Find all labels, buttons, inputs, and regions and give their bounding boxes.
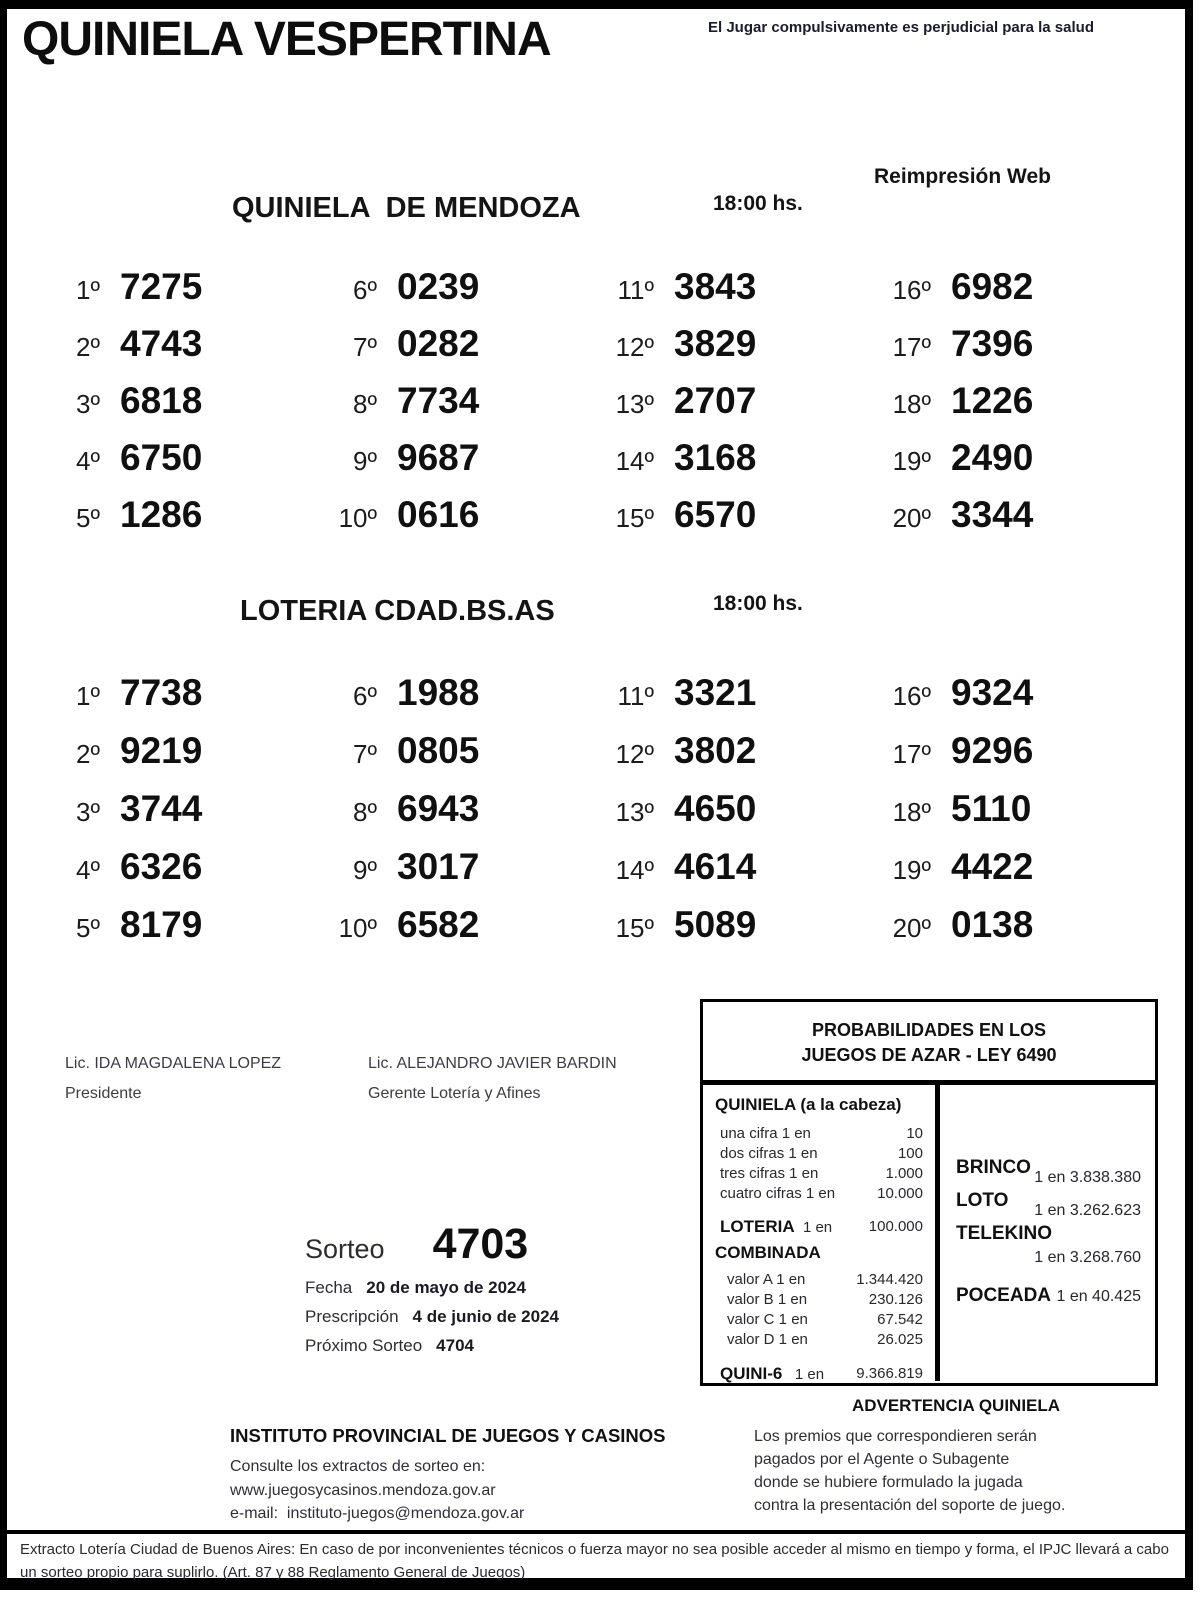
result-position: 19º <box>892 446 931 476</box>
result-item <box>30 904 307 962</box>
result-item <box>861 380 1138 437</box>
probabilities-title-line2: JUEGOS DE AZAR - LEY 6490 <box>801 1045 1057 1065</box>
result-number: 1286 <box>120 494 203 535</box>
health-warning-text: El Jugar compulsivamente es perjudicial para la salud <box>708 19 1094 36</box>
result-number: 6943 <box>397 788 480 829</box>
result-position: 17º <box>892 332 931 362</box>
odds-label: una cifra 1 en <box>720 1125 811 1142</box>
result-item <box>584 266 861 323</box>
footer-separator-line <box>7 1530 1185 1534</box>
result-item <box>307 846 584 904</box>
result-number: 7734 <box>397 380 480 421</box>
institute-consult-line: Consulte los extractos de sorteo en: <box>230 1458 486 1475</box>
result-number: 7738 <box>120 672 203 713</box>
institute-website: www.juegosycasinos.mendoza.gov.ar <box>230 1481 496 1499</box>
result-number: 3802 <box>674 730 757 771</box>
result-item <box>861 788 1138 846</box>
quini6-odds-mid: 1 en <box>794 1366 825 1383</box>
quiniela-odds-header: QUINIELA (a la cabeza) <box>715 1095 902 1114</box>
result-position: 11º <box>617 275 654 305</box>
result-item <box>861 730 1138 788</box>
advertencia-block <box>748 1396 1164 1517</box>
result-item <box>861 494 1138 551</box>
document-title: QUINIELA VESPERTINA <box>22 13 551 66</box>
result-position: 9º <box>353 446 377 476</box>
combinada-odds-header: COMBINADA <box>715 1243 821 1262</box>
result-item <box>30 730 307 788</box>
odds-label: cuatro cifras 1 en <box>720 1185 836 1202</box>
odds-label: tres cifras 1 en <box>720 1165 819 1182</box>
signatory-president <box>65 1055 281 1103</box>
result-item <box>861 437 1138 494</box>
sorteo-row <box>305 1220 685 1269</box>
result-number: 9219 <box>120 730 203 771</box>
institute-block <box>230 1425 710 1526</box>
result-position: 5º <box>76 913 100 943</box>
result-number: 5110 <box>951 788 1032 829</box>
result-number: 3829 <box>674 323 757 364</box>
probabilities-right-column <box>940 1085 1155 1381</box>
result-number: 4650 <box>674 788 757 829</box>
result-item <box>307 266 584 323</box>
result-item <box>861 672 1138 730</box>
odds-label: valor C 1 en <box>727 1311 808 1328</box>
result-item <box>307 437 584 494</box>
game-name: BRINCO <box>956 1157 1031 1178</box>
result-position: 15º <box>615 913 654 943</box>
signatory-manager <box>368 1055 617 1103</box>
result-position: 8º <box>353 389 377 419</box>
loteria-odds-row <box>715 1216 923 1239</box>
game-odds-row <box>956 1190 1141 1219</box>
frame-left-border <box>0 0 7 1590</box>
result-position: 16º <box>892 275 931 305</box>
game-odds-value: 1 en 3.262.623 <box>1034 1202 1141 1219</box>
result-number: 9687 <box>397 437 480 478</box>
draw-1-results-grid <box>30 266 1170 551</box>
result-number: 7396 <box>951 323 1034 364</box>
institute-email: e-mail: instituto-juegos@mendoza.gov.ar <box>230 1505 525 1522</box>
result-position: 20º <box>892 503 931 533</box>
result-position: 11º <box>617 681 654 711</box>
result-item <box>861 323 1138 380</box>
proximo-sorteo-value: 4704 <box>436 1336 474 1355</box>
result-number: 3344 <box>951 494 1034 535</box>
odds-value: 100 <box>897 1145 923 1162</box>
proximo-sorteo-row <box>305 1336 685 1356</box>
draw-info-block <box>305 1220 685 1356</box>
fecha-label: Fecha <box>305 1278 353 1297</box>
result-position: 4º <box>76 855 100 885</box>
probabilities-title <box>703 1002 1155 1085</box>
result-position: 18º <box>892 389 931 419</box>
odds-value: 230.126 <box>868 1291 923 1308</box>
result-number: 6570 <box>674 494 757 535</box>
game-odds-row <box>956 1157 1141 1186</box>
result-item <box>307 672 584 730</box>
result-position: 1º <box>76 275 100 305</box>
result-item <box>584 380 861 437</box>
quini6-odds-name: QUINI-6 <box>720 1364 783 1383</box>
draw-2-time: 18:00 hs. <box>713 592 803 615</box>
result-item <box>861 266 1138 323</box>
result-position: 16º <box>892 681 931 711</box>
result-item <box>307 730 584 788</box>
result-position: 9º <box>353 855 377 885</box>
result-position: 17º <box>892 739 931 769</box>
result-number: 6818 <box>120 380 203 421</box>
odds-value: 67.542 <box>877 1311 923 1328</box>
prescripcion-value: 4 de junio de 2024 <box>412 1307 559 1326</box>
advertencia-line: Los premios que correspondieren serán <box>754 1428 1037 1445</box>
result-position: 2º <box>76 332 100 362</box>
advertencia-lines <box>748 1425 1164 1517</box>
sorteo-number: 4703 <box>432 1220 529 1268</box>
result-position: 18º <box>892 797 931 827</box>
quini6-odds-row <box>715 1363 923 1386</box>
odds-label: valor D 1 en <box>727 1331 808 1348</box>
result-item <box>584 323 861 380</box>
loteria-odds-name: LOTERIA <box>720 1217 795 1236</box>
result-item <box>861 846 1138 904</box>
result-position: 10º <box>338 913 377 943</box>
result-position: 14º <box>615 446 654 476</box>
signatory-title: Gerente Lotería y Afines <box>368 1085 541 1102</box>
result-item <box>307 323 584 380</box>
result-number: 3843 <box>674 266 757 307</box>
result-item <box>307 380 584 437</box>
odds-row <box>715 1184 923 1204</box>
probabilities-title-line1: PROBABILIDADES EN LOS <box>811 1020 1047 1040</box>
result-item <box>30 380 307 437</box>
result-item <box>307 788 584 846</box>
result-number: 1226 <box>951 380 1034 421</box>
quini6-odds-value: 9.366.819 <box>856 1365 923 1382</box>
result-item <box>30 437 307 494</box>
result-position: 13º <box>615 389 654 419</box>
signatory-title: Presidente <box>65 1085 142 1102</box>
game-odds-value: 1 en 3.268.760 <box>1034 1249 1141 1266</box>
result-position: 2º <box>76 739 100 769</box>
frame-right-border <box>1185 0 1193 1590</box>
odds-label: valor A 1 en <box>727 1271 806 1288</box>
game-odds-row <box>956 1285 1141 1307</box>
result-position: 12º <box>615 739 654 769</box>
result-number: 2490 <box>951 437 1034 478</box>
result-number: 4614 <box>674 846 757 887</box>
advertencia-line: pagados por el Agente o Subagente <box>754 1451 1010 1468</box>
signatory-name: Lic. IDA MAGDALENA LOPEZ <box>65 1055 282 1072</box>
game-name: TELEKINO <box>956 1223 1053 1244</box>
result-position: 4º <box>76 446 100 476</box>
odds-row <box>715 1144 923 1164</box>
fecha-value: 20 de mayo de 2024 <box>366 1278 526 1297</box>
footer-disclaimer: Extracto Lotería Ciudad de Buenos Aires: En caso de por inconvenientes técnicos o fuerza mayor no sea posible acceder al mismo en tiempo y forma, el IPJC llevará a cabo un sorteo propio para suplirlo. (Art. 87 y 88 Reglamento General de Juegos) <box>20 1541 1169 1581</box>
odds-value: 1.000 <box>885 1165 923 1182</box>
draw-2-results-grid <box>30 672 1170 962</box>
sorteo-label: Sorteo <box>305 1234 385 1264</box>
draw-2-title: LOTERIA CDAD.BS.AS <box>240 595 555 627</box>
result-number: 0616 <box>397 494 480 535</box>
result-position: 3º <box>76 797 100 827</box>
odds-value: 1.344.420 <box>856 1271 923 1288</box>
result-item <box>30 494 307 551</box>
result-item <box>861 904 1138 962</box>
result-item <box>584 730 861 788</box>
result-item <box>30 788 307 846</box>
result-position: 20º <box>892 913 931 943</box>
result-item <box>584 846 861 904</box>
result-item <box>30 672 307 730</box>
signatory-name: Lic. ALEJANDRO JAVIER BARDIN <box>368 1055 617 1072</box>
frame-top-border <box>0 0 1193 9</box>
result-position: 10º <box>338 503 377 533</box>
combinada-odds-rows <box>715 1270 923 1350</box>
result-number: 6750 <box>120 437 203 478</box>
odds-label: dos cifras 1 en <box>720 1145 818 1162</box>
loteria-odds-mid: 1 en <box>802 1219 833 1236</box>
game-odds-value: 1 en 3.838.380 <box>1034 1169 1141 1186</box>
result-number: 9324 <box>951 672 1034 713</box>
odds-value: 26.025 <box>877 1331 923 1348</box>
result-item <box>30 266 307 323</box>
odds-label: valor B 1 en <box>727 1291 808 1308</box>
odds-row <box>715 1124 923 1144</box>
result-number: 7275 <box>120 266 203 307</box>
result-position: 7º <box>353 332 377 362</box>
result-number: 6982 <box>951 266 1034 307</box>
result-item <box>584 437 861 494</box>
result-number: 4422 <box>951 846 1034 887</box>
result-number: 6326 <box>120 846 203 887</box>
odds-row <box>715 1164 923 1184</box>
odds-row <box>715 1330 923 1350</box>
probabilities-left-column <box>703 1085 940 1381</box>
result-number: 9296 <box>951 730 1034 771</box>
result-item <box>307 494 584 551</box>
probabilities-box <box>700 999 1158 1386</box>
result-position: 13º <box>615 797 654 827</box>
result-number: 2707 <box>674 380 757 421</box>
advertencia-title: ADVERTENCIA QUINIELA <box>851 1396 1061 1415</box>
quiniela-odds-rows <box>715 1124 923 1204</box>
game-odds-value: 1 en 40.425 <box>1056 1288 1141 1305</box>
odds-row <box>715 1270 923 1290</box>
result-number: 0239 <box>397 266 480 307</box>
result-position: 1º <box>76 681 100 711</box>
result-item <box>584 788 861 846</box>
result-number: 0805 <box>397 730 480 771</box>
result-item <box>584 672 861 730</box>
result-position: 6º <box>353 681 377 711</box>
odds-value: 10.000 <box>877 1185 923 1202</box>
result-number: 1988 <box>397 672 480 713</box>
game-name: LOTO <box>956 1190 1009 1211</box>
odds-row <box>715 1290 923 1310</box>
result-number: 6582 <box>397 904 480 945</box>
game-name: POCEADA <box>956 1285 1052 1306</box>
prescripcion-label: Prescripción <box>305 1307 399 1326</box>
result-number: 4743 <box>120 323 203 364</box>
result-item <box>584 494 861 551</box>
result-item <box>584 904 861 962</box>
result-position: 14º <box>615 855 654 885</box>
institute-name: INSTITUTO PROVINCIAL DE JUEGOS Y CASINOS <box>230 1425 666 1446</box>
result-position: 6º <box>353 275 377 305</box>
proximo-sorteo-label: Próximo Sorteo <box>305 1336 423 1355</box>
game-odds-row <box>956 1223 1141 1266</box>
result-position: 19º <box>892 855 931 885</box>
result-position: 7º <box>353 739 377 769</box>
result-number: 3017 <box>397 846 480 887</box>
result-position: 8º <box>353 797 377 827</box>
quini6-odds-label <box>715 1363 824 1386</box>
result-number: 3168 <box>674 437 757 478</box>
result-number: 3321 <box>674 672 757 713</box>
advertencia-line: contra la presentación del soporte de juego. <box>754 1497 1066 1514</box>
result-position: 3º <box>76 389 100 419</box>
advertencia-line: donde se hubiere formulado la jugada <box>754 1474 1023 1491</box>
loteria-odds-label <box>715 1216 832 1239</box>
prescripcion-row <box>305 1307 685 1327</box>
draw-1-title: QUINIELA DE MENDOZA <box>232 192 581 224</box>
result-number: 3744 <box>120 788 203 829</box>
fecha-row <box>305 1278 685 1298</box>
result-position: 12º <box>615 332 654 362</box>
result-item <box>30 846 307 904</box>
odds-value: 10 <box>906 1125 923 1142</box>
result-item <box>307 904 584 962</box>
probabilities-body <box>703 1085 1155 1381</box>
result-number: 0282 <box>397 323 480 364</box>
result-item <box>30 323 307 380</box>
draw-1-time: 18:00 hs. <box>713 192 803 215</box>
loteria-odds-value: 100.000 <box>868 1218 923 1235</box>
odds-row <box>715 1310 923 1330</box>
web-reprint-label: Reimpresión Web <box>874 165 1051 188</box>
result-number: 0138 <box>951 904 1034 945</box>
result-number: 5089 <box>674 904 757 945</box>
result-position: 15º <box>615 503 654 533</box>
result-position: 5º <box>76 503 100 533</box>
result-number: 8179 <box>120 904 203 945</box>
